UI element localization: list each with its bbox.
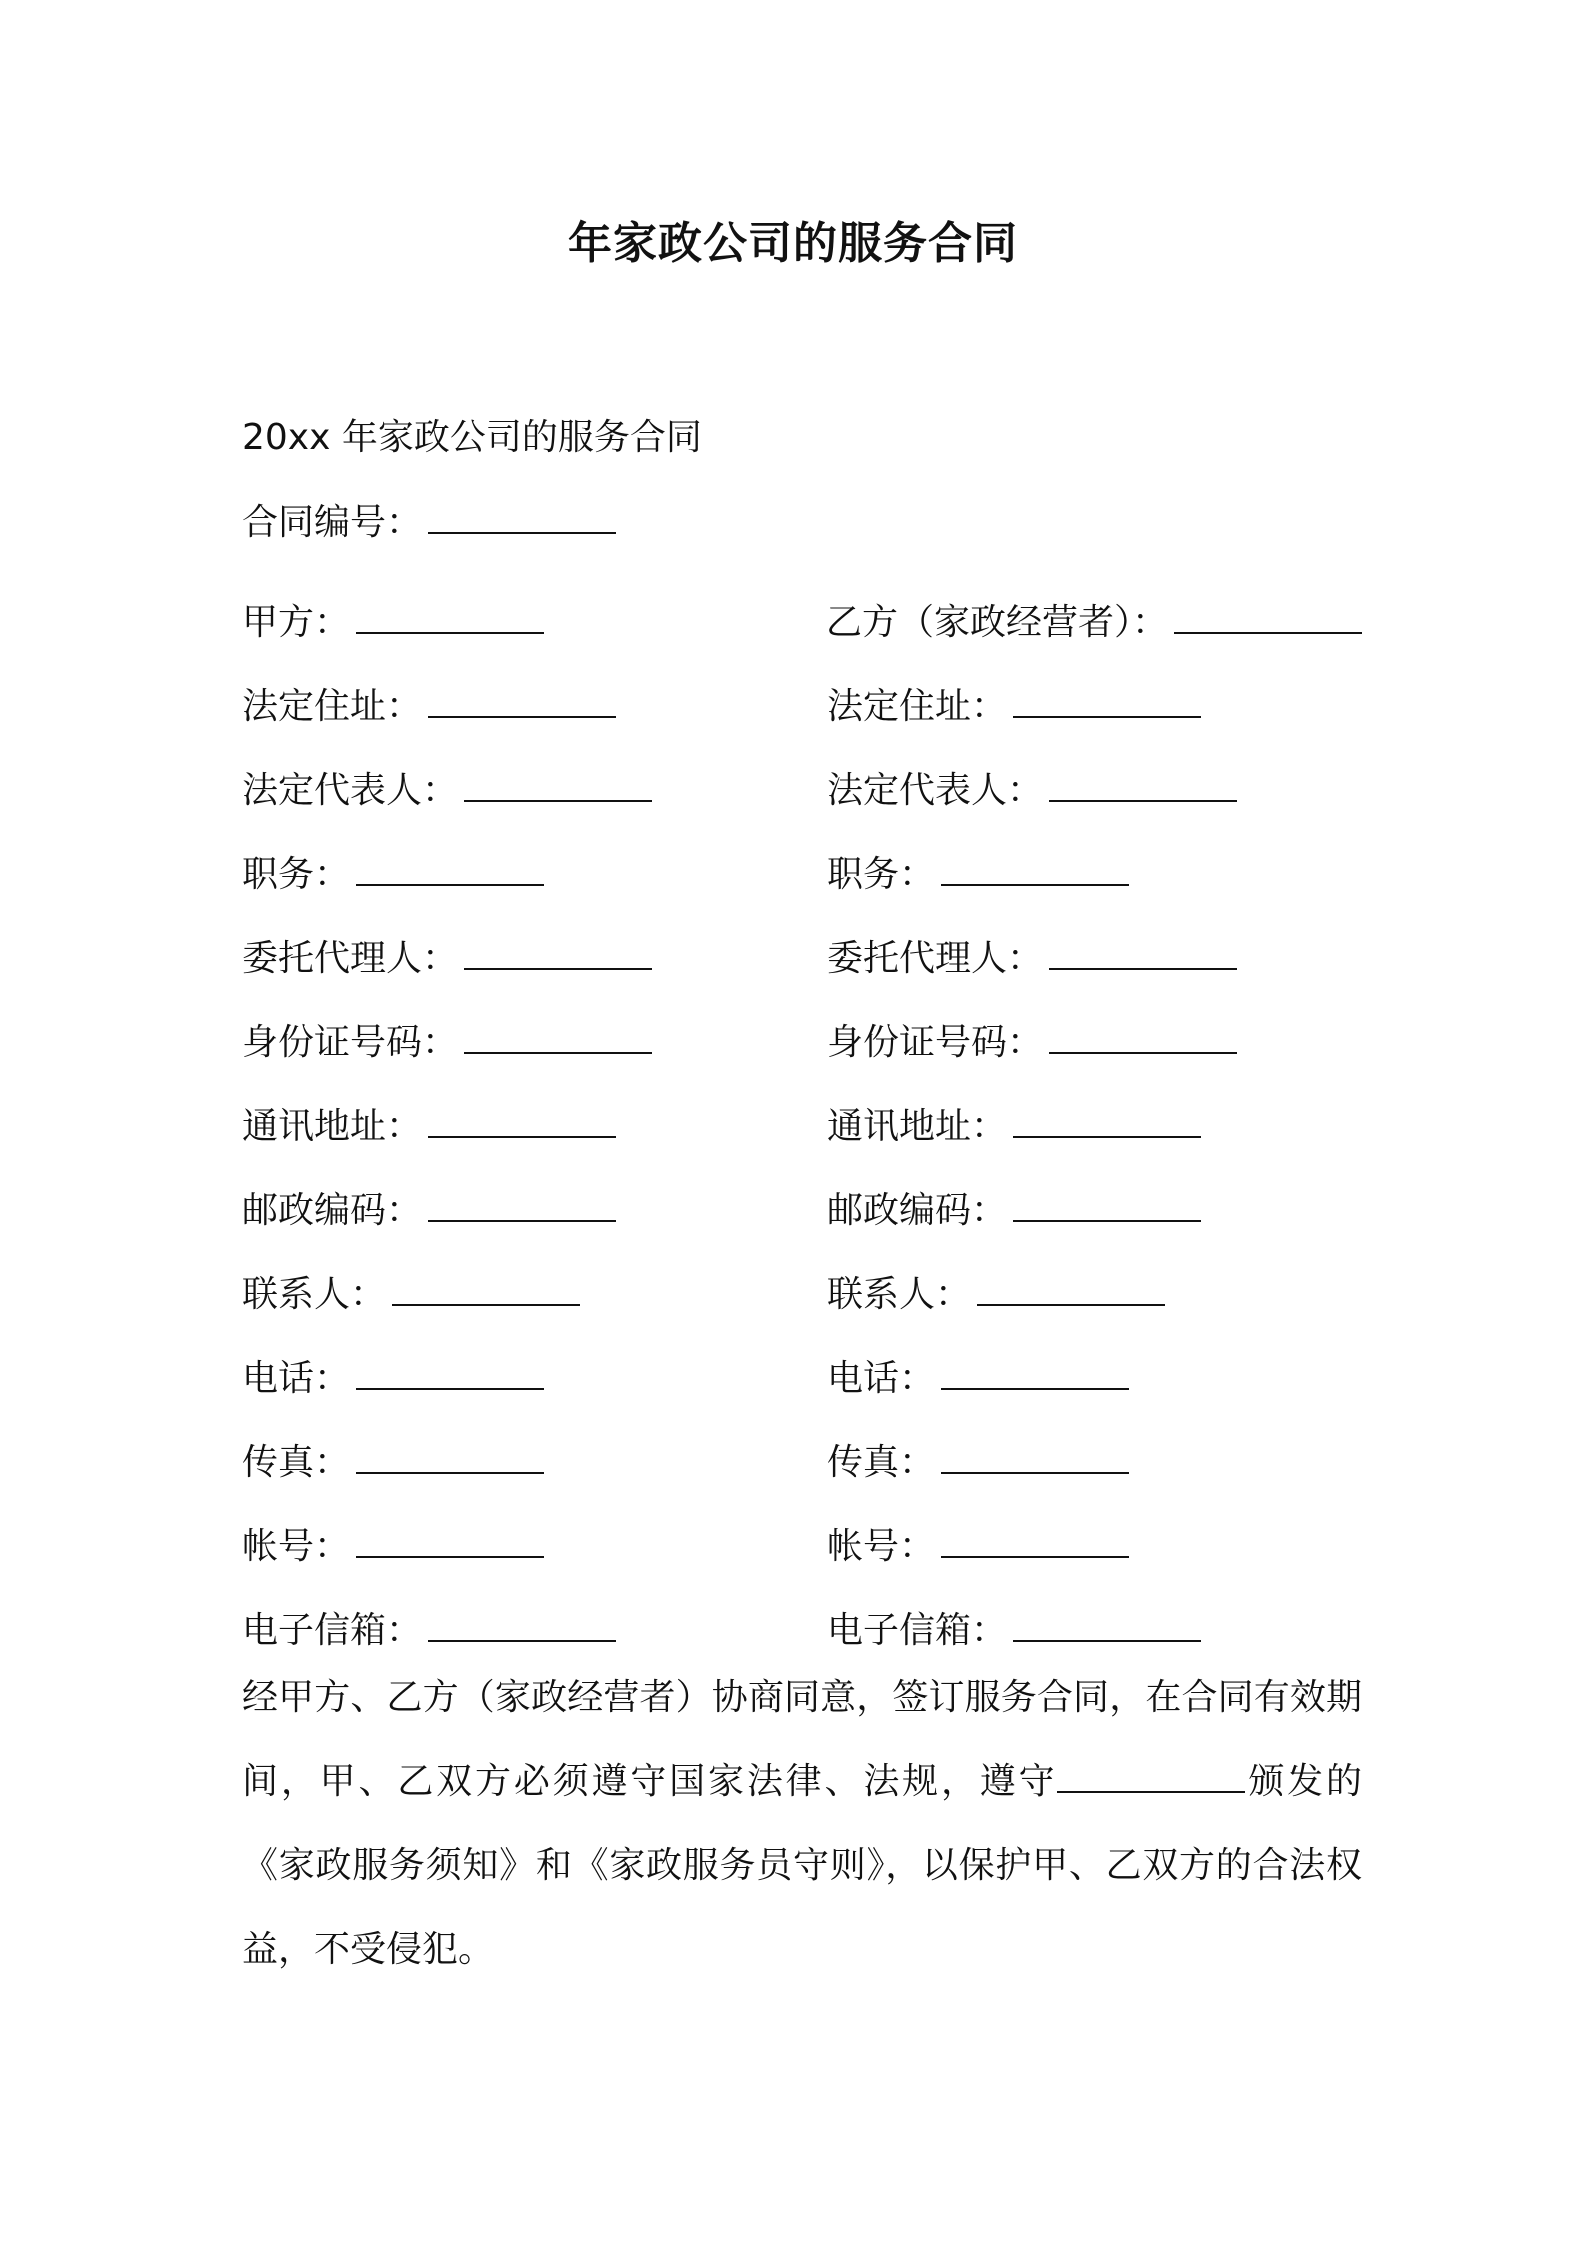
field-blank [464, 1016, 652, 1054]
party-b-field [827, 764, 1362, 816]
field-blank [977, 1268, 1165, 1306]
field-blank [356, 1436, 544, 1474]
field-blank [428, 1604, 616, 1642]
party-row [242, 832, 1362, 916]
party-row [242, 1000, 1362, 1084]
field-label: 电子信箱： [827, 1610, 1008, 1651]
party-row [242, 916, 1362, 1000]
party-row [242, 748, 1362, 832]
field-label: 身份证号码： [827, 1022, 1044, 1063]
field-blank [1049, 764, 1237, 802]
field-label: 职务： [827, 854, 936, 895]
field-label: 通讯地址： [827, 1106, 1008, 1147]
party-a-field [242, 1100, 827, 1152]
party-a-field [242, 1352, 827, 1404]
field-label: 通讯地址： [242, 1106, 423, 1147]
field-label: 甲方： [242, 602, 351, 643]
field-blank [1013, 680, 1201, 718]
field-label: 乙方（家政经营者）： [825, 602, 1168, 643]
party-a-field [242, 1268, 827, 1320]
field-label: 委托代理人： [242, 938, 459, 979]
party-b-field [827, 848, 1362, 900]
field-label: 联系人： [827, 1274, 972, 1315]
field-label: 委托代理人： [827, 938, 1044, 979]
field-blank [356, 1352, 544, 1390]
field-label: 传真： [827, 1442, 936, 1483]
field-blank [428, 680, 616, 718]
party-a-field [242, 1184, 827, 1236]
field-label: 法定住址： [827, 686, 1008, 727]
agreement-paragraph [242, 1656, 1362, 1992]
field-blank [941, 1436, 1129, 1474]
party-b-field [826, 596, 1362, 648]
party-row [242, 1420, 1362, 1504]
field-blank [464, 932, 652, 970]
party-row [242, 664, 1362, 748]
field-blank [392, 1268, 580, 1306]
agreement-text-part2: 颁发的《家政服务须知》和《家政服务员守则》，以保护甲、乙双方的合法权益，不受侵犯。 [242, 1761, 1362, 1970]
party-b-field [827, 1184, 1362, 1236]
party-b-field [827, 1436, 1362, 1488]
agreement-text-part1: 经甲方、乙方（家政经营者）协商同意，签订服务合同，在合同有效期间，甲、乙双方必须遵守国家法律、法规，遵守 [242, 1677, 1362, 1802]
party-a-field [242, 680, 827, 732]
party-a-field [242, 932, 827, 984]
party-row [242, 1336, 1362, 1420]
party-row [242, 1168, 1362, 1252]
field-label: 传真： [242, 1442, 351, 1483]
field-blank [1049, 1016, 1237, 1054]
field-label: 邮政编码： [242, 1190, 423, 1231]
party-row [242, 1504, 1362, 1588]
field-blank [356, 596, 544, 634]
contract-number-label: 合同编号： [242, 502, 423, 543]
field-label: 法定住址： [242, 686, 423, 727]
party-b-field [827, 1604, 1362, 1656]
field-blank [941, 1352, 1129, 1390]
party-a-field [242, 1604, 827, 1656]
issuing-authority-blank [1057, 1755, 1245, 1793]
field-blank [1013, 1604, 1201, 1642]
field-label: 帐号： [827, 1526, 936, 1567]
parties-table [242, 580, 1362, 1672]
party-a-field [242, 1520, 827, 1572]
field-blank [356, 848, 544, 886]
party-b-field [827, 680, 1362, 732]
party-b-field [827, 1352, 1362, 1404]
contract-number-blank [428, 496, 616, 534]
document-title: 年家政公司的服务合同 [568, 218, 1018, 269]
field-blank [941, 1520, 1129, 1558]
field-label: 法定代表人： [827, 770, 1044, 811]
contract-number-line [242, 496, 616, 548]
party-b-field [827, 1520, 1362, 1572]
party-b-field [827, 1016, 1362, 1068]
field-blank [1013, 1184, 1201, 1222]
field-label: 邮政编码： [827, 1190, 1008, 1231]
party-row [242, 1252, 1362, 1336]
party-b-field [827, 1268, 1362, 1320]
field-blank [428, 1100, 616, 1138]
field-label: 联系人： [242, 1274, 387, 1315]
party-b-field [827, 932, 1362, 984]
field-blank [1013, 1100, 1201, 1138]
party-a-field [242, 848, 827, 900]
field-label: 法定代表人： [242, 770, 459, 811]
party-a-field [242, 764, 827, 816]
party-row [242, 580, 1362, 664]
field-blank [428, 1184, 616, 1222]
field-label: 电话： [242, 1358, 351, 1399]
party-a-field [242, 1016, 827, 1068]
field-label: 身份证号码： [242, 1022, 459, 1063]
field-blank [356, 1520, 544, 1558]
document-subtitle: 20xx 年家政公司的服务合同 [242, 417, 702, 458]
field-blank [1049, 932, 1237, 970]
field-blank [1174, 596, 1362, 634]
party-a-field [242, 1436, 827, 1488]
party-row [242, 1084, 1362, 1168]
party-a-field [242, 596, 826, 648]
field-label: 帐号： [242, 1526, 351, 1567]
field-label: 职务： [242, 854, 351, 895]
field-blank [941, 848, 1129, 886]
party-b-field [827, 1100, 1362, 1152]
field-label: 电子信箱： [242, 1610, 423, 1651]
field-blank [464, 764, 652, 802]
field-label: 电话： [827, 1358, 936, 1399]
